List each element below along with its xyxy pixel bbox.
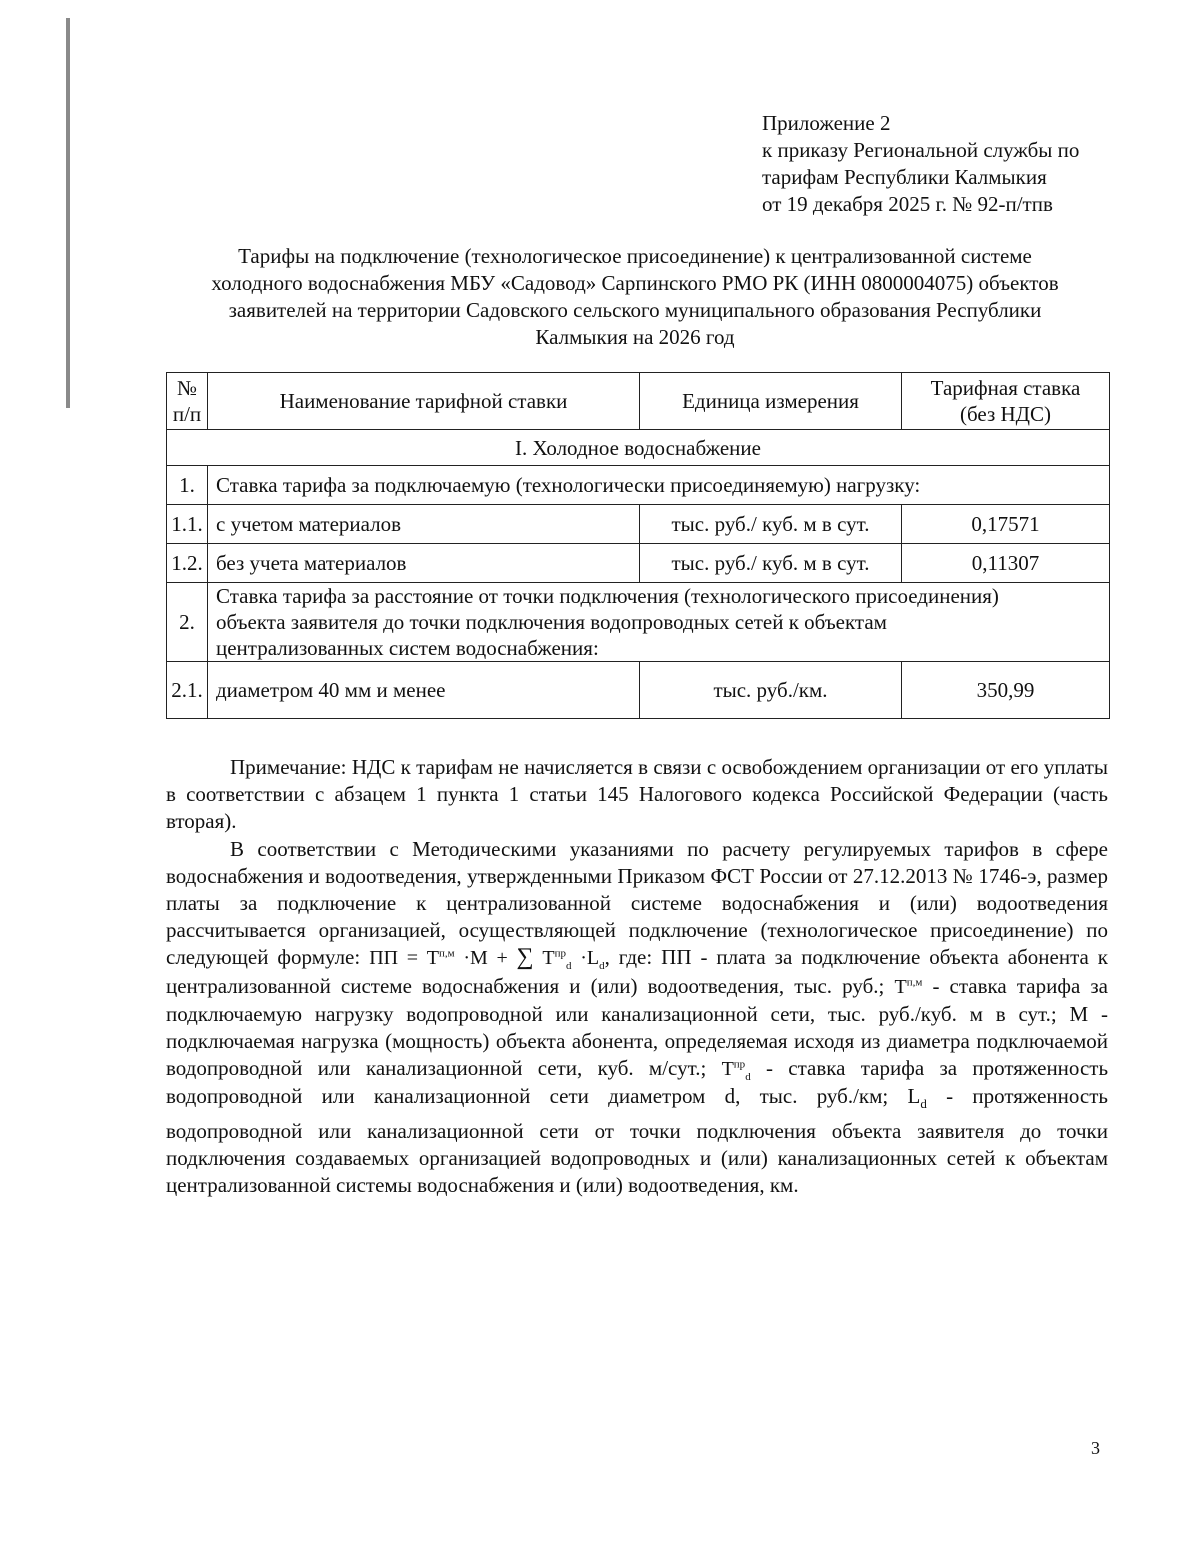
formula-l: L bbox=[586, 947, 600, 970]
row-number: 2.1. bbox=[167, 662, 208, 719]
scan-edge-mark bbox=[66, 18, 70, 408]
document-title bbox=[160, 243, 1110, 351]
row-name-line: Ставка тарифа за расстояние от точки подключения (технологического присоединения) bbox=[216, 584, 999, 608]
formula-sup-pm: п,м bbox=[439, 947, 455, 960]
methodology-text: , где: ПП - плата за подключение объекта абонента к централизованной системе водоснабжения и (или) водоотведения, тыс. руб.; bbox=[166, 945, 1108, 998]
header-name: Наименование тарифной ставки bbox=[208, 373, 640, 430]
header-unit: Единица измерения bbox=[640, 373, 902, 430]
row-name-line: централизованных систем водоснабжения: bbox=[216, 636, 599, 660]
formula-pp: ПП bbox=[369, 947, 399, 970]
formula-sub-d: d bbox=[599, 960, 605, 973]
methodology-paragraph bbox=[166, 836, 1108, 1200]
symbol-ld bbox=[907, 1084, 927, 1112]
methodology-text: - протяженность водопроводной или канализационной сети от точки подключения объекта заявителя до точки подключения создаваемых организацией водопроводных и (или) канализационных сетей к объектам централизованной системы водоснабжения и (или) водоотведения, км. bbox=[166, 1084, 1109, 1198]
formula-m: М bbox=[470, 947, 488, 970]
symbol-t: Т bbox=[721, 1058, 734, 1081]
page-number: 3 bbox=[1091, 1438, 1100, 1458]
title-line: заявителей на территории Садовского сельского муниципального образования Республики bbox=[228, 298, 1042, 322]
row-name: с учетом материалов bbox=[208, 505, 640, 544]
row-rate: 0,11307 bbox=[902, 544, 1110, 583]
header-number-line: п/п bbox=[172, 402, 202, 426]
methodology-text: - ставка тарифа за подключаемую нагрузку водопроводной или канализационной сети, тыс. руб./куб. м в сут.; М - подключаемая нагрузка (мощность) объекта абонента, определяемая исходя из диаметра подключаемой водопроводной или канализационной сети, куб. м/сут.; bbox=[166, 973, 1108, 1081]
row-number: 2. bbox=[167, 583, 208, 662]
header-number bbox=[167, 373, 208, 430]
formula-sum: ∑ bbox=[516, 944, 534, 971]
row-unit: тыс. руб./ куб. м в сут. bbox=[640, 544, 902, 583]
title-line: Тарифы на подключение (технологическое присоединение) к централизованной системе bbox=[238, 244, 1032, 268]
row-number: 1. bbox=[167, 466, 208, 505]
table-row bbox=[167, 583, 1110, 662]
note-paragraph: Примечание: НДС к тарифам не начисляется в связи с освобождением организации от его уплаты в соответствии с абзацем 1 пункта 1 статьи 145 Налогового кодекса Российской Федерации (часть вторая). bbox=[166, 755, 1108, 834]
methodology-text: В соответствии с Методическими указаниями по расчету регулируемых тарифов в сфере водоснабжения и водоотведения, утвержденными Приказом ФСТ России от 27.12.2013 № 1746-э, размер платы за подключение к централизованной системе водоснабжения и (или) водоотведения рассчитывается организацией, осуществляющей подключение (технологическое присоединение) по следующей формуле: bbox=[166, 836, 1108, 970]
formula-dot: · bbox=[463, 947, 471, 970]
row-name: диаметром 40 мм и менее bbox=[208, 662, 640, 719]
formula-sup-pr: пр bbox=[554, 947, 566, 960]
symbol-l: L bbox=[907, 1084, 921, 1109]
formula-t: Т bbox=[542, 947, 555, 970]
appendix-line: от 19 декабря 2025 г. № 92-п/тпв bbox=[762, 192, 1053, 216]
row-name: без учета материалов bbox=[208, 544, 640, 583]
header-rate-line: (без НДС) bbox=[959, 402, 1051, 426]
table-header-row bbox=[167, 373, 1110, 430]
header-number-line: № bbox=[176, 376, 198, 400]
appendix-header bbox=[762, 110, 1142, 218]
row-number: 1.2. bbox=[167, 544, 208, 583]
table-section-row bbox=[167, 430, 1110, 466]
symbol-sup-pm: п,м bbox=[906, 975, 923, 988]
symbol-sub-d: d bbox=[745, 1071, 751, 1084]
table-row bbox=[167, 662, 1110, 719]
tariff-table bbox=[166, 372, 1110, 719]
methodology-text: - ставка тарифа за протяженность водопроводной или канализационной сети диаметром d, тыс. руб./км; bbox=[166, 1056, 1109, 1109]
symbol-t: Т bbox=[894, 975, 907, 998]
appendix-line: Приложение 2 bbox=[762, 111, 891, 135]
symbol-sup-pr: пр bbox=[733, 1058, 746, 1071]
row-name: Ставка тарифа за подключаемую (технологически присоединяемую) нагрузку: bbox=[208, 466, 1110, 505]
formula-t: Т bbox=[426, 947, 440, 970]
symbol-t-pr bbox=[721, 1058, 751, 1084]
table-row bbox=[167, 466, 1110, 505]
appendix-line: тарифам Республики Калмыкия bbox=[762, 165, 1047, 189]
header-rate bbox=[902, 373, 1110, 430]
symbol-t-pm bbox=[895, 976, 923, 998]
table-row bbox=[167, 505, 1110, 544]
formula-equals: = bbox=[406, 947, 419, 970]
table-row bbox=[167, 544, 1110, 583]
symbol-sub-d: d bbox=[920, 1096, 927, 1112]
notes-section bbox=[166, 754, 1108, 1199]
formula-sub-d: d bbox=[565, 960, 572, 973]
formula-dot: · bbox=[580, 947, 587, 970]
row-number: 1.1. bbox=[167, 505, 208, 544]
row-unit: тыс. руб./ куб. м в сут. bbox=[640, 505, 902, 544]
section-title: I. Холодное водоснабжение bbox=[167, 430, 1110, 466]
row-unit: тыс. руб./км. bbox=[640, 662, 902, 719]
header-rate-line: Тарифная ставка bbox=[930, 376, 1081, 400]
title-line: холодного водоснабжения МБУ «Садовод» Сарпинского РМО РК (ИНН 0800004075) объектов bbox=[211, 271, 1059, 295]
title-line: Калмыкия на 2026 год bbox=[535, 325, 735, 349]
row-rate: 0,17571 bbox=[902, 505, 1110, 544]
row-rate: 350,99 bbox=[902, 662, 1110, 719]
appendix-line: к приказу Региональной службы по bbox=[762, 138, 1080, 162]
row-name-line: объекта заявителя до точки подключения водопроводных сетей к объектам bbox=[216, 610, 887, 634]
fee-formula bbox=[369, 944, 605, 973]
formula-plus: + bbox=[496, 947, 508, 970]
row-name bbox=[208, 583, 1110, 662]
